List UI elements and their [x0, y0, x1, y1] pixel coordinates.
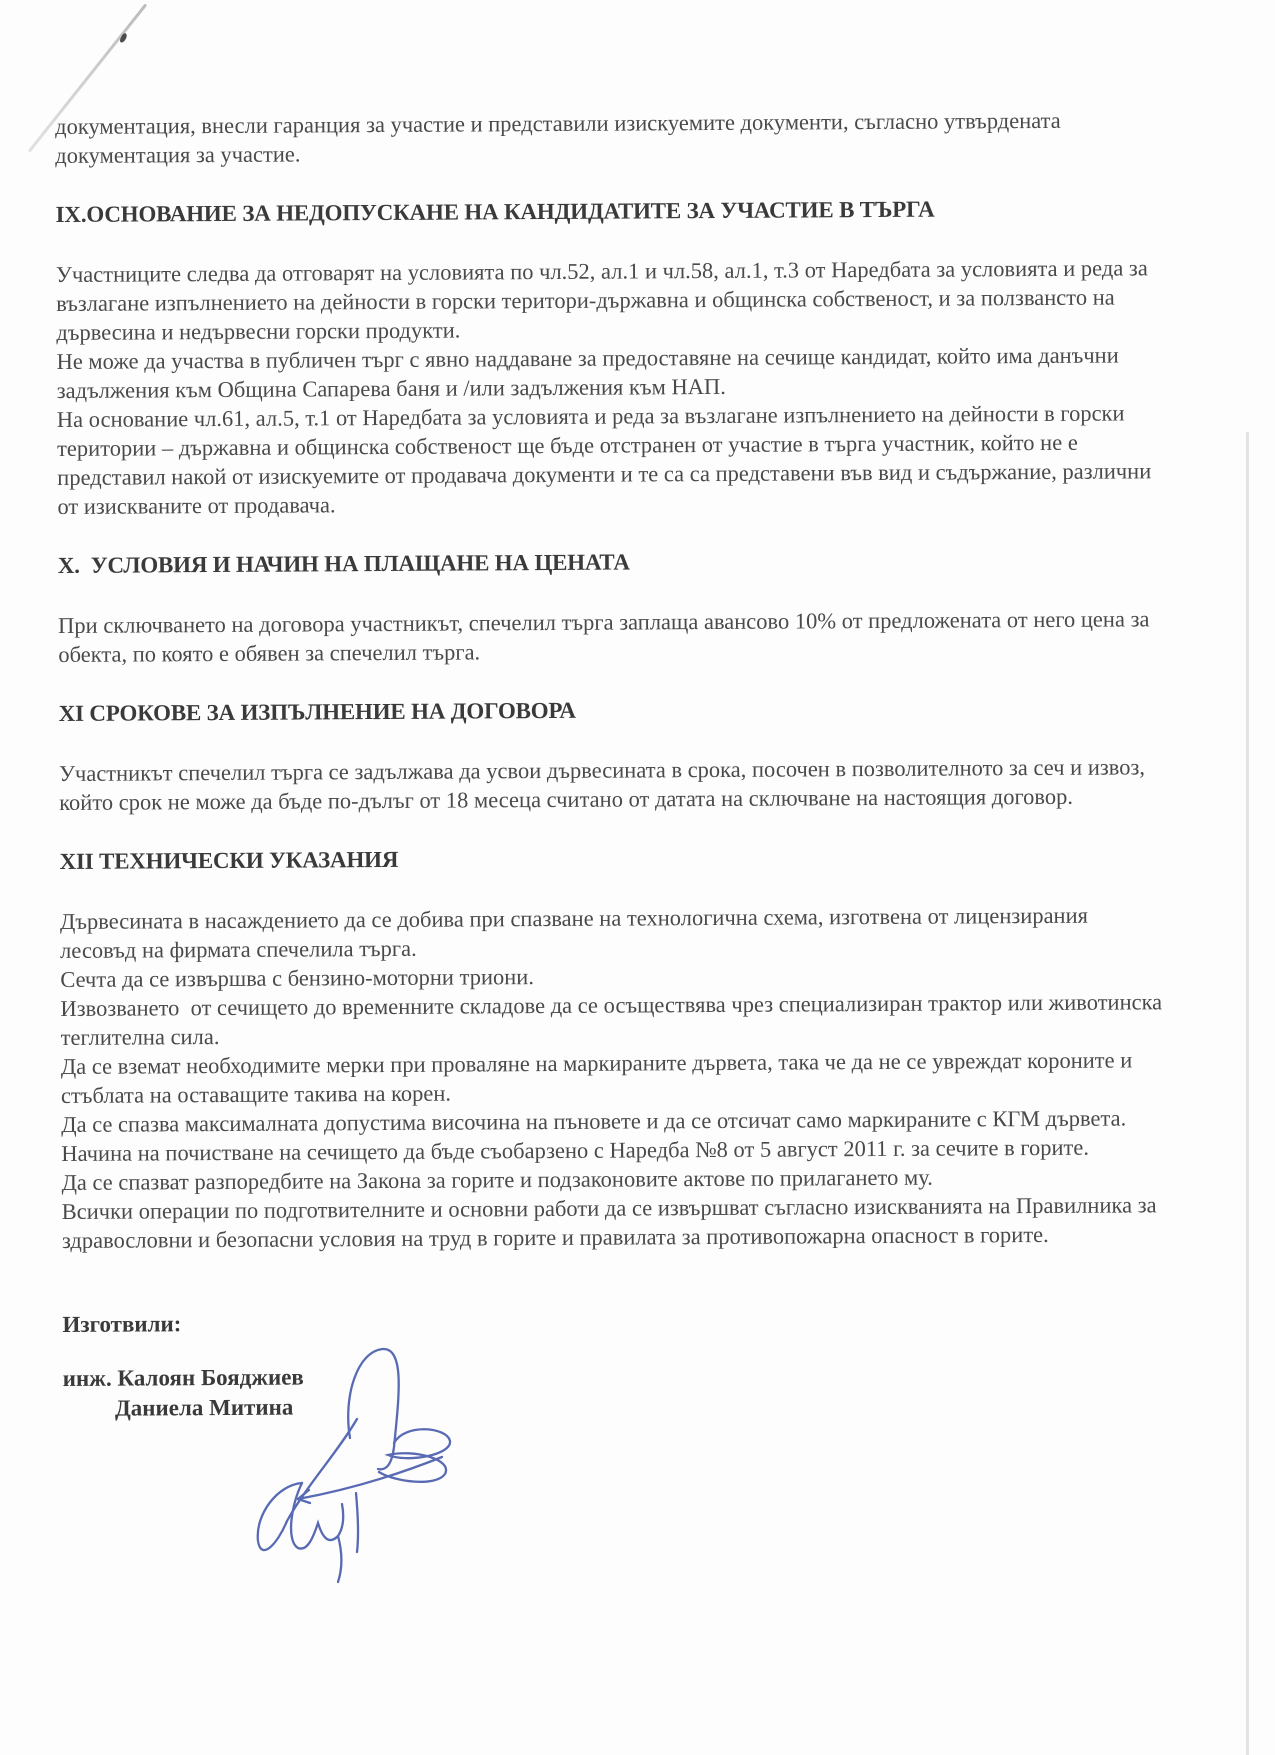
- intro-paragraph: документация, внесли гаранция за участие и представили изискуемите документи, съгласно утвърдената документация за участие.: [55, 107, 1067, 168]
- paragraph: Не може да участва в публичен търг с явно наддаване за предоставяне на сечище кандидат, който има данъчни задължения към Община Сапарева баня и /или задължения към НАП.: [56, 342, 1125, 403]
- paragraph: Начина на почистване на сечището да бъде съобарзено с Наредба №8 от 5 август 2011 г. за сечите в горите.: [61, 1134, 1090, 1166]
- section-heading: XI СРОКОВЕ ЗА ИЗПЪЛНЕНИЕ НА ДОГОВОРА: [58, 697, 576, 726]
- paragraph: Сечта да се извършва с бензино-моторни триони.: [60, 964, 534, 992]
- section-paragraphs: [60, 900, 1170, 1255]
- scan-edge-artifact: [1246, 432, 1249, 1755]
- paragraph: При сключването на договора участникът, спечелил търга заплаща авансово 10% от предложената от него цена за обекта, по която е обявен за спечелил търга.: [58, 606, 1156, 667]
- prepared-by-label: Изготвили:: [62, 1311, 182, 1337]
- paragraph: Извозването от сечището до временните складове да се осъществява чрез специализиран трактор или животинска теглителна сила.: [60, 989, 1168, 1050]
- document-section: [58, 544, 1167, 669]
- signatory-name: инж. Калоян Бояджиев: [62, 1364, 304, 1391]
- document-body: [55, 105, 1171, 1424]
- paragraph: На основание чл.61, ал.5, т.1 от Наредбата за условията и реда за възлагане изпълнението на дейности в горски територии – държавна и общинска собственост ще бъде отстранен от участие в търга участник, който не е представил накой от изискуемите от продавача документи и те са са представени във вид и съдържание, различни от изискваните от продавача.: [56, 400, 1157, 519]
- paragraph: Да се спазват разпоредбите на Закона за горите и подзаконовите актове по прилагането му.: [61, 1164, 933, 1195]
- paragraph: Участниците следва да отговарят на условията по чл.52, ал.1 и чл.58, ал.1, т.3 от Наредбата за условията и реда за възлагане изпълнението на дейности в горски територи-държавна и общинска собственост, и за ползвансто на дървесина и недървесни горски продукти.: [55, 255, 1154, 345]
- signatory-name: Даниела Митина: [114, 1394, 294, 1421]
- document-section: [59, 840, 1169, 1255]
- section-paragraphs: [56, 253, 1166, 521]
- document-section: [59, 692, 1168, 817]
- signatories: [63, 1357, 1171, 1424]
- sections: [56, 193, 1170, 1255]
- section-paragraphs: [58, 604, 1166, 669]
- paragraph: Дървесината в насаждението да се добива при спазване на технологична схема, изготвена от лицензирания лесовъд на фирмата спечелила търга.: [59, 902, 1094, 963]
- section-heading: IX.ОСНОВАНИЕ ЗА НЕДОПУСКАНЕ НА КАНДИДАТИТЕ ЗА УЧАСТИЕ В ТЪРГА: [55, 196, 935, 227]
- section-heading: XII ТЕХНИЧЕСКИ УКАЗАНИЯ: [59, 846, 399, 874]
- section-heading: X. УСЛОВИЯ И НАЧИН НА ПЛАЩАНЕ НА ЦЕНАТА: [57, 549, 630, 578]
- document-section: [56, 193, 1166, 521]
- paragraph: Да се спазва максималната допустима височина на пъновете и да се отсичат само маркираните с КГМ дървета.: [61, 1105, 1127, 1137]
- paragraph: Всички операции по подготвителните и основни работи да се извършват съгласно изискванията на Правилника за здравословни и безопасни условия на труд в горите и правилата за противопожарна опасност в горите.: [61, 1192, 1163, 1253]
- section-paragraphs: [59, 752, 1167, 817]
- paragraph: Участникът спечелил търга се задължава да усвои дървесината в срока, посочен в позволителното за сеч и извоз, който срок не може да бъде по-дълъг от 18 месеца считано от датата на сключване на настоящия договор.: [58, 754, 1157, 815]
- paragraph: Да се вземат необходимите мерки при проваляне на маркираните дървета, така че да не се увреждат короните и стъблата на оставащите такива на корен.: [60, 1047, 1138, 1108]
